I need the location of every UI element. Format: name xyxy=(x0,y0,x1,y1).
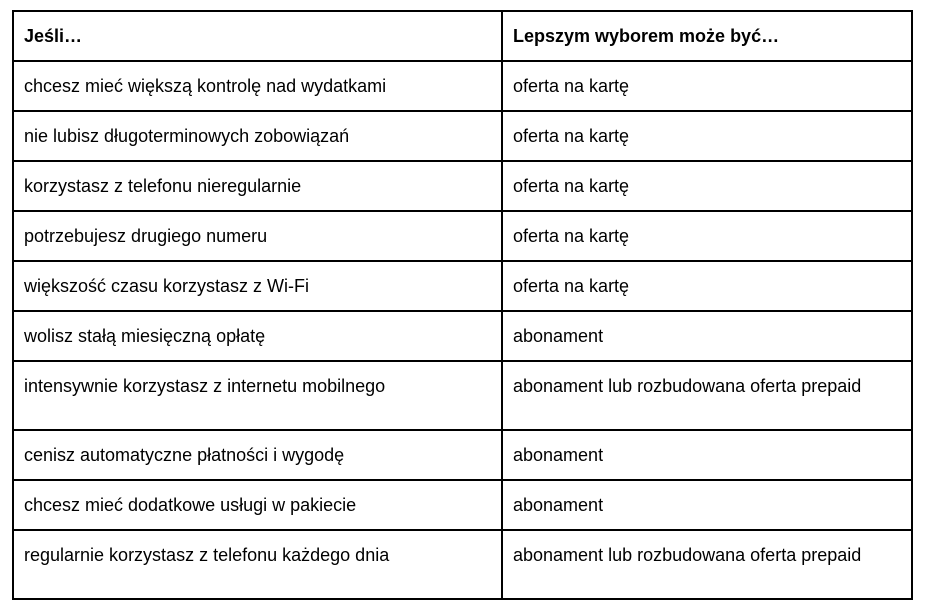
condition-cell: chcesz mieć dodatkowe usługi w pakiecie xyxy=(13,480,502,530)
recommendation-cell: oferta na kartę xyxy=(502,211,912,261)
recommendation-cell: oferta na kartę xyxy=(502,261,912,311)
header-condition: Jeśli… xyxy=(13,11,502,61)
table-body xyxy=(13,61,912,599)
header-row xyxy=(13,11,912,61)
table-header xyxy=(13,11,912,61)
recommendation-cell: abonament xyxy=(502,480,912,530)
table-row xyxy=(13,211,912,261)
condition-cell: nie lubisz długoterminowych zobowiązań xyxy=(13,111,502,161)
condition-cell: intensywnie korzystasz z internetu mobilnego xyxy=(13,361,502,430)
condition-cell: potrzebujesz drugiego numeru xyxy=(13,211,502,261)
table-row xyxy=(13,261,912,311)
recommendation-cell: abonament lub rozbudowana oferta prepaid xyxy=(502,530,912,599)
table-row xyxy=(13,530,912,599)
table-row xyxy=(13,361,912,430)
table-row xyxy=(13,111,912,161)
table-row xyxy=(13,311,912,361)
condition-cell: korzystasz z telefonu nieregularnie xyxy=(13,161,502,211)
condition-cell: wolisz stałą miesięczną opłatę xyxy=(13,311,502,361)
recommendation-cell: abonament lub rozbudowana oferta prepaid xyxy=(502,361,912,430)
condition-cell: cenisz automatyczne płatności i wygodę xyxy=(13,430,502,480)
table-row xyxy=(13,161,912,211)
condition-cell: chcesz mieć większą kontrolę nad wydatkami xyxy=(13,61,502,111)
recommendation-cell: oferta na kartę xyxy=(502,111,912,161)
comparison-table xyxy=(12,10,913,600)
recommendation-cell: oferta na kartę xyxy=(502,161,912,211)
table-row xyxy=(13,430,912,480)
table-row xyxy=(13,480,912,530)
header-recommendation: Lepszym wyborem może być… xyxy=(502,11,912,61)
condition-cell: większość czasu korzystasz z Wi-Fi xyxy=(13,261,502,311)
table-row xyxy=(13,61,912,111)
recommendation-cell: abonament xyxy=(502,311,912,361)
recommendation-cell: oferta na kartę xyxy=(502,61,912,111)
condition-cell: regularnie korzystasz z telefonu każdego dnia xyxy=(13,530,502,599)
recommendation-cell: abonament xyxy=(502,430,912,480)
